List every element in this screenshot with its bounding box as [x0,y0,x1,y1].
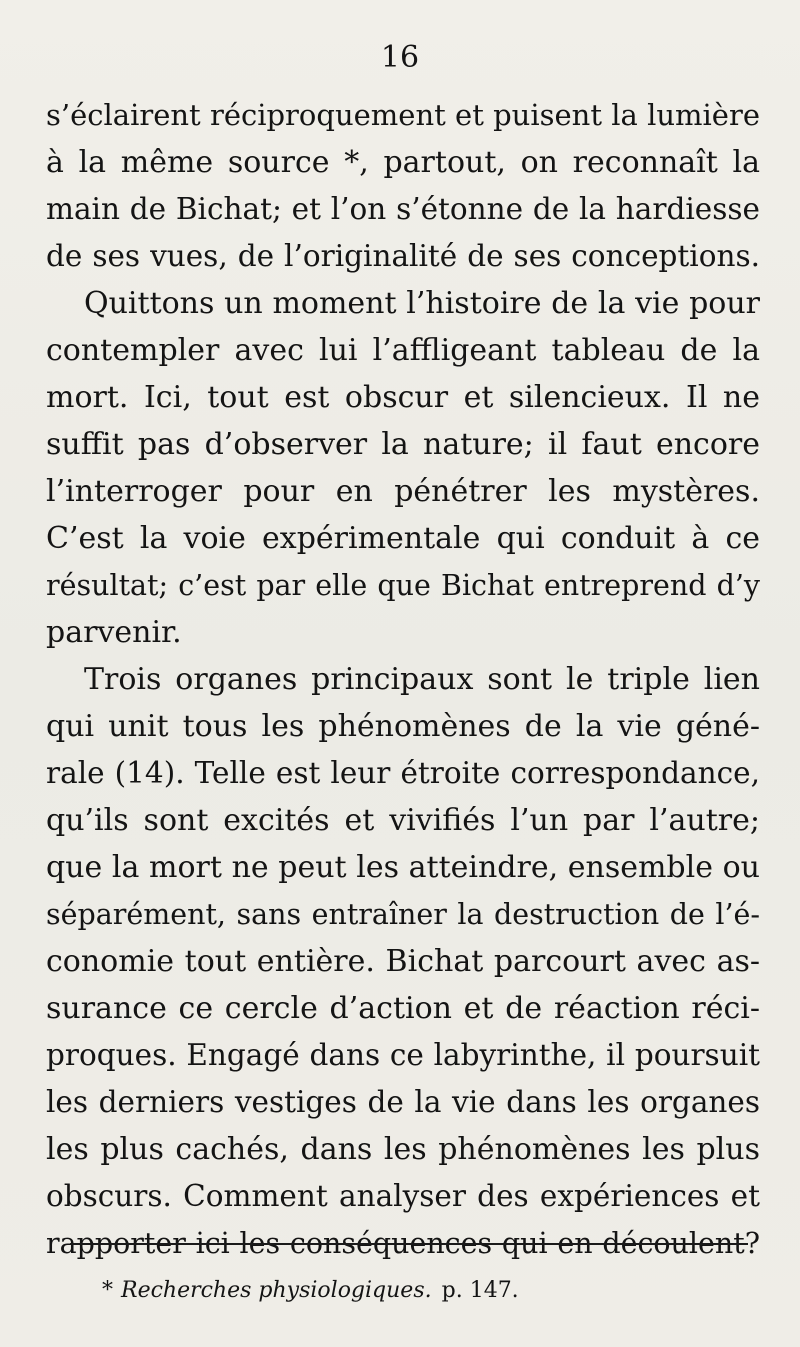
text-line: main de Bichat; et l’on s’étonne de la hardiesse [46,192,760,226]
text-line: de ses vues, de l’originalité de ses conceptions. [46,239,760,273]
text-line: séparément, sans entraîner la destruction de l’é- [46,898,760,931]
page-number: 16 [380,40,420,75]
footnote [102,1276,519,1306]
text-line: C’est la voie expérimentale qui conduit à ce [46,521,760,556]
text-line: contempler avec lui l’affligeant tableau de la [46,333,760,368]
text-line: suffit pas d’observer la nature; il faut encore [46,427,760,462]
footnote-title: Recherches physiologiques. [121,1278,432,1303]
text-line: qu’ils sont excités et vivifiés l’un par l’autre; [46,803,760,838]
text-line: Quittons un moment l’histoire de la vie pour [84,286,760,321]
text-line: résultat; c’est par elle que Bichat entreprend d’y [46,569,760,602]
text-line: proques. Engagé dans ce labyrinthe, il poursuit [46,1038,760,1072]
text-line: obscurs. Comment analyser des expériences et [46,1179,760,1213]
text-line: à la même source *, partout, on reconnaît la [46,145,760,180]
text-line: les derniers vestiges de la vie dans les organes [46,1085,760,1119]
text-line: rale (14). Telle est leur étroite correspondance, [46,756,760,790]
text-line: qui unit tous les phénomènes de la vie géné- [46,709,760,744]
text-line: les plus cachés, dans les phénomènes les plus [46,1132,760,1167]
text-line: rapporter ici les conséquences qui en découlent? [46,1227,760,1260]
footnote-rule [70,1243,748,1245]
text-line: s’éclairent réciproquement et puisent la lumière [46,98,760,132]
text-line: Trois organes principaux sont le triple lien [84,662,760,697]
text-line: conomie tout entière. Bichat parcourt avec as- [46,944,760,979]
text-line: l’interroger pour en pénétrer les mystères. [46,474,760,509]
footnote-mark: * [102,1278,113,1303]
text-line: surance ce cercle d’action et de réaction réci- [46,991,760,1026]
body-text [46,92,760,1267]
footnote-page: p. 147. [441,1278,519,1303]
text-line: que la mort ne peut les atteindre, ensemble ou [46,850,760,885]
text-line: parvenir. [46,615,182,650]
text-line: mort. Ici, tout est obscur et silencieux. Il ne [46,380,760,415]
